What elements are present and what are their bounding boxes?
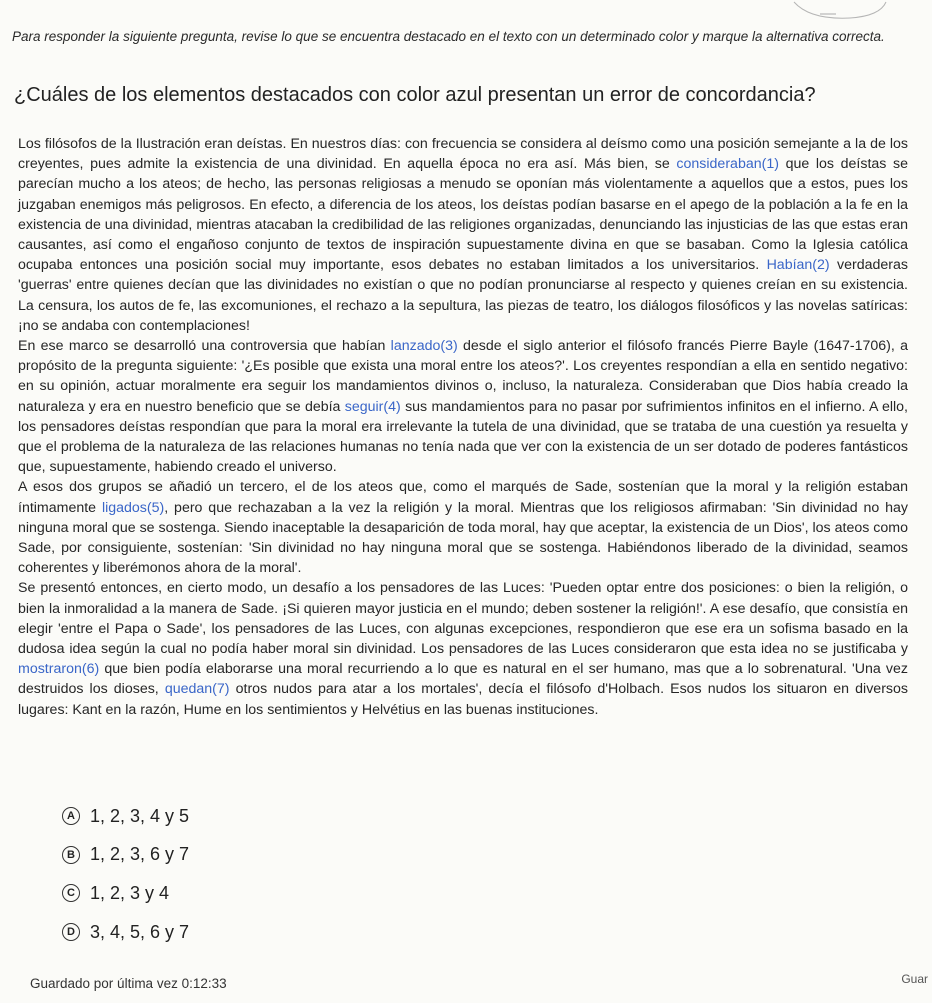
save-button[interactable]: Guar bbox=[901, 972, 928, 986]
passage-paragraph-2: En ese marco se desarrolló una controversia que habían lanzado(3) desde el siglo anterior el filósofo francés Pierre Bayle (1647-1706), a propósito de la pregunta siguiente: '¿Es posible que exista una moral entre los ateos?'. Los creyentes respondían a ella en sentido negativo: en su opinión, actuar moralmente era seguir los mandamientos divinos o, incluso, la naturaleza. Consideraban que Dios había creado la naturaleza y era en nuestro beneficio que se debía seguir(4) sus mandamientos para no pasar por sufrimientos infinitos en el infierno. A ello, los pensadores deístas respondían que para la moral era irrelevante la tutela de una divinidad, que se trataba de una cuestión ya resuelta y que el problema de la naturaleza de las relaciones humanas no tenía nada que ver con la existencia de un ser dotado de poderes fantásticos que, supuestamente, habiendo creado el universo. bbox=[18, 338, 909, 476]
option-a-radio[interactable]: A bbox=[62, 807, 80, 825]
passage-paragraph-3: A esos dos grupos se añadió un tercero, el de los ateos que, como el marqués de Sade, sostenían que la moral y la religión estaban íntimamente ligados(5), pero que rechazaban a la vez la religión y la moral. Mientras que los religiosos afirmaban: 'Sin divinidad no hay ninguna moral que se sostenga. Siendo inaceptable la desaparición de toda moral, hay que aceptar, la existencia de un Dios', los ateos como Sade, por consiguiente, sostenían: 'Sin divinidad no hay ninguna moral que se sostenga. Habiéndonos liberado de la divinidad, seamos coherentes y liberémonos ahora de la moral'. bbox=[18, 479, 908, 577]
option-a-label[interactable]: 1, 2, 3, 4 y 5 bbox=[90, 805, 190, 826]
option-d-radio[interactable]: D bbox=[62, 923, 80, 941]
passage-paragraph-4: Se presentó entonces, en cierto modo, un desafío a los pensadores de las Luces: 'Pueden optar entre dos posiciones: o bien la religión, o bien la inmoralidad a la manera de Sade. ¡Si quieren mayor justicia en el mundo; deben sostener la religión!'. A ese desafío, que consistía en elegir 'entre el Papa o Sade', los pensadores de las Luces, con algunas excepciones, respondieron que ese era un sofisma basado en la dudosa idea según la cual no podía haber moral sin divinidad. Los pensadores de las Luces consideraron que esta idea no se justificaba y mostraron(6) que bien podía elaborarse una moral recurriendo a lo que es natural en el ser humano, mas que a lo sobrenatural. 'Una vez destruidos los dioses, quedan(7) otros nudos para atar a los mortales', decía el filósofo d'Holbach. Esos nudos los situaron en diversos lugares: Kant en la razón, Hume en los sentimientos y Helvétius en las buenas instituciones. bbox=[18, 580, 908, 718]
option-b[interactable] bbox=[62, 843, 462, 867]
reading-passage bbox=[18, 134, 908, 720]
instructions-text: Para responder la siguiente pregunta, revise lo que se encuentra destacado en el texto con un determinado color y marque la alternativa correcta. bbox=[12, 29, 885, 44]
last-saved-status: Guardado por última vez 0:12:33 bbox=[30, 976, 227, 991]
passage-paragraph-1: Los filósofos de la Ilustración eran deístas. En nuestros días: con frecuencia se considera al deísmo como una posición semejante a la de los creyentes, pues admite la existencia de una divinidad. En aquella época no era así. Más bien, se consideraban(1) que los deístas se parecían mucho a los ateos; de hecho, las personas religiosas a menudo se oponían más violentamente a aquellos que a estos, pues los juzgaban enemigos más peligrosos. En efecto, a diferencia de los ateos, los deístas podían basarse en el apego de la población a la fe en la existencia de una divinidad, mientras atacaban la credibilidad de las religiones organizadas, denunciando las injusticias de las que estas eran causantes, así como el engañoso conjunto de textos de inspiración supuestamente divina en que se basaban. Como la Iglesia católica ocupaba entonces una posición social muy importante, esos debates no estaban limitados a los universitarios. Habían(2) verdaderas 'guerras' entre quienes decían que las divinidades no existían o que no podían pronunciarse al respecto y quienes creían en su existencia. La censura, los autos de fe, las excomuniones, el rechazo a la sepultura, las piezas de teatro, los diálogos filosóficos y las novelas satíricas: ¡no se andaba con contemplaciones! bbox=[18, 136, 909, 334]
option-d-label[interactable]: 3, 4, 5, 6 y 7 bbox=[90, 921, 190, 942]
answer-options bbox=[62, 804, 462, 959]
highlight-2: Habían(2) bbox=[766, 257, 830, 274]
option-a[interactable] bbox=[62, 804, 462, 828]
highlight-4: seguir(4) bbox=[344, 398, 401, 415]
option-c[interactable] bbox=[62, 881, 462, 905]
question-heading: ¿Cuáles de los elementos destacados con color azul presentan un error de concordancia? bbox=[14, 84, 816, 106]
highlight-5: ligados(5) bbox=[101, 499, 165, 516]
highlight-6: mostraron(6) bbox=[18, 661, 100, 678]
highlight-3: lanzado(3) bbox=[390, 338, 458, 355]
highlight-7: quedan(7) bbox=[164, 681, 230, 698]
option-d[interactable] bbox=[62, 920, 462, 944]
window-corner-decoration bbox=[790, 0, 890, 22]
highlight-1: consideraban(1) bbox=[676, 156, 779, 173]
option-b-label[interactable]: 1, 2, 3, 6 y 7 bbox=[90, 844, 190, 865]
option-c-label[interactable]: 1, 2, 3 y 4 bbox=[90, 882, 170, 903]
option-b-radio[interactable]: B bbox=[62, 846, 80, 864]
option-c-radio[interactable]: C bbox=[62, 884, 80, 902]
